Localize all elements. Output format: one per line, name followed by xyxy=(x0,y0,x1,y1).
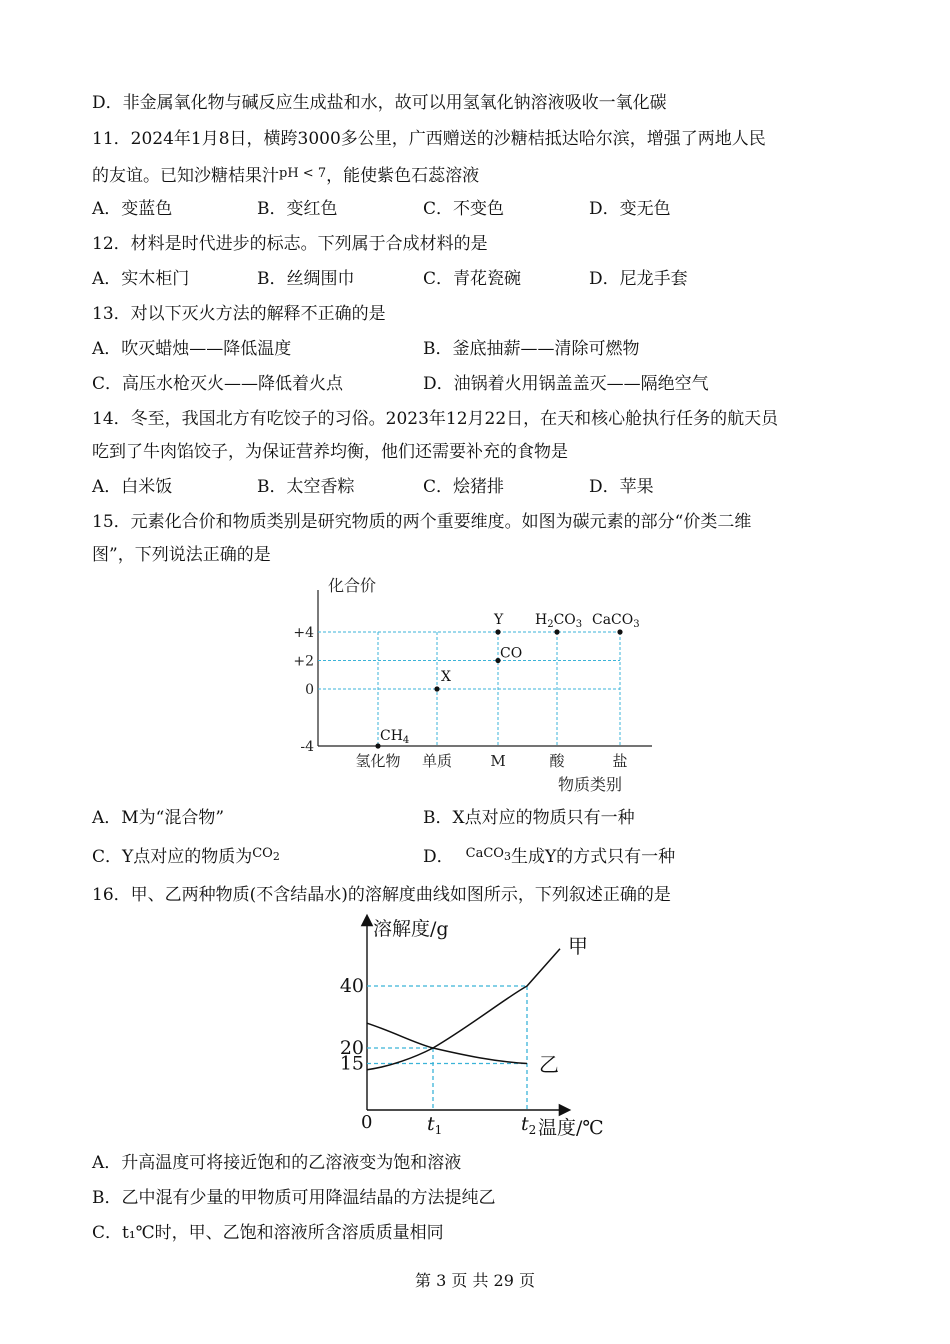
q11-option-a: A．变蓝色 xyxy=(92,199,173,219)
q11-stem-line1: 11．2024年1月8日，横跨3000多公里，广西赠送的沙糖桔抵达哈尔滨，增强了两地人民 xyxy=(92,129,766,149)
chart1-ytick-label: -4 xyxy=(300,739,314,755)
chart1-xtick-label: 盐 xyxy=(612,752,628,770)
chart1-xtick-label: 酸 xyxy=(549,752,565,770)
q13-option-c: C．高压水枪灭火——降低着火点 xyxy=(92,374,344,394)
q16-option-b: B．乙中混有少量的甲物质可用降温结晶的方法提纯乙 xyxy=(92,1188,496,1208)
series-yi-label: 乙 xyxy=(539,1052,559,1077)
q11-option-c: C．不变色 xyxy=(423,199,505,219)
q15-option-d-formula-main: CaCO xyxy=(465,846,504,861)
q16-option-c: C．t₁℃时，甲、乙饱和溶液所含溶质质量相同 xyxy=(92,1223,444,1243)
chart1-point xyxy=(495,629,500,634)
chart1-point-label: CaCO$_3$ xyxy=(592,612,640,630)
chart2-xtick-label: $t_1$ xyxy=(427,1113,443,1137)
q14-option-b: B．太空香粽 xyxy=(257,477,355,497)
q13-option-d: D．油锅着火用锅盖盖灭——隔绝空气 xyxy=(423,374,709,394)
q15-option-d-letter: D． xyxy=(423,847,454,867)
solubility-chart xyxy=(330,908,620,1144)
q12-option-a: A．实木柜门 xyxy=(92,269,190,289)
chart2-xlabel: 温度/℃ xyxy=(538,1117,604,1139)
series-jia-curve xyxy=(367,949,560,1070)
q14-option-a: A．白米饭 xyxy=(92,477,173,497)
chart1-ylabel: 化合价 xyxy=(328,576,377,595)
q15-option-d-formula xyxy=(466,846,511,861)
chart1-xtick-label: 氢化物 xyxy=(355,752,401,770)
chart2-origin: 0 xyxy=(361,1112,373,1133)
chart1-point xyxy=(434,686,439,691)
q16-stem: 16．甲、乙两种物质(不含结晶水)的溶解度曲线如图所示，下列叙述正确的是 xyxy=(92,885,671,905)
q15-option-c-formula xyxy=(252,846,280,861)
q10-option-d: D．非金属氧化物与碱反应生成盐和水，故可以用氢氧化钠溶液吸收一氧化碳 xyxy=(92,93,667,113)
q16-option-a: A．升高温度可将接近饱和的乙溶液变为饱和溶液 xyxy=(92,1153,462,1173)
chart1-point-label: $CH_4$ xyxy=(380,728,410,746)
chart1-point-label: $H_2CO_3$ xyxy=(535,612,583,630)
q11-stem-line2 xyxy=(92,163,479,187)
q11-option-d: D．变无色 xyxy=(589,199,671,219)
chart1-ytick-label: +4 xyxy=(293,625,314,641)
chart1-xtick-label: 单质 xyxy=(421,752,453,770)
chart1-point-label: X xyxy=(441,669,451,685)
chart2-ytick-label: 40 xyxy=(339,975,364,997)
q15-stem-line1: 15．元素化合价和物质类别是研究物质的两个重要维度。如图为碳元素的部分“价类二维 xyxy=(92,512,752,532)
q13-stem: 13．对以下灭火方法的解释不正确的是 xyxy=(92,304,386,324)
q11-option-b: B．变红色 xyxy=(257,199,338,219)
q12-stem: 12．材料是时代进步的标志。下列属于合成材料的是 xyxy=(92,234,488,254)
chart1-point-label: CO xyxy=(500,645,523,662)
chart2-ylabel: 溶解度/g xyxy=(373,918,449,940)
q13-option-a: A．吹灭蜡烛——降低温度 xyxy=(92,339,292,359)
chart1-point-label: Y xyxy=(494,612,504,628)
q15-option-c-formula-sub: 2 xyxy=(272,850,280,863)
chart1-point xyxy=(617,629,622,634)
chart2-ytick-label: 15 xyxy=(339,1052,364,1075)
q11-ph-formula: pH < 7 xyxy=(279,166,327,181)
chart1-ytick-label: 0 xyxy=(305,682,314,698)
chart2-ytick-label: 20 xyxy=(339,1037,364,1059)
series-yi-curve xyxy=(367,1023,527,1063)
q12-option-c: C．青花瓷碗 xyxy=(423,269,522,289)
chart1-point xyxy=(554,629,559,634)
chart1-xtick-label: M xyxy=(490,752,506,770)
q14-stem-line2: 吃到了牛肉馅饺子，为保证营养均衡，他们还需要补充的食物是 xyxy=(92,442,568,462)
valence-category-chart xyxy=(290,570,670,802)
chart1-point xyxy=(375,743,380,748)
q14-stem-line1: 14．冬至，我国北方有吃饺子的习俗。2023年12月22日，在天和核心舱执行任务的航天员 xyxy=(92,409,779,429)
page-footer: 第 3 页 共 29 页 xyxy=(415,1271,535,1290)
q12-option-d: D．尼龙手套 xyxy=(589,269,688,289)
chart1-xlabel: 物质类别 xyxy=(558,775,623,794)
q13-option-b: B．釜底抽薪——清除可燃物 xyxy=(423,339,640,359)
q15-option-b: B．X点对应的物质只有一种 xyxy=(423,808,635,828)
q15-option-c-formula-main: CO xyxy=(252,846,273,861)
series-jia-label: 甲 xyxy=(568,933,588,958)
q15-stem-line2: 图”，下列说法正确的是 xyxy=(92,545,271,565)
q11-text-pre: 的友谊。已知沙糖桔果汁 xyxy=(92,166,279,186)
q14-option-d: D．苹果 xyxy=(589,477,654,497)
q15-option-d-formula-sub: 3 xyxy=(503,850,511,863)
q11-text-post: ，能使紫色石蕊溶液 xyxy=(326,166,480,186)
chart2-xtick-label: $t_2$ xyxy=(521,1113,537,1137)
q15-option-c-text: C．Y点对应的物质为 xyxy=(92,847,253,867)
q15-option-d xyxy=(423,843,675,868)
q15-option-d-text: 生成Y的方式只有一种 xyxy=(510,847,676,867)
q12-option-b: B．丝绸围巾 xyxy=(257,269,355,289)
q15-option-c xyxy=(92,843,280,868)
chart1-ytick-label: +2 xyxy=(293,653,314,670)
q15-option-a: A．M为“混合物” xyxy=(92,808,225,828)
q14-option-c: C．烩猪排 xyxy=(423,477,505,497)
